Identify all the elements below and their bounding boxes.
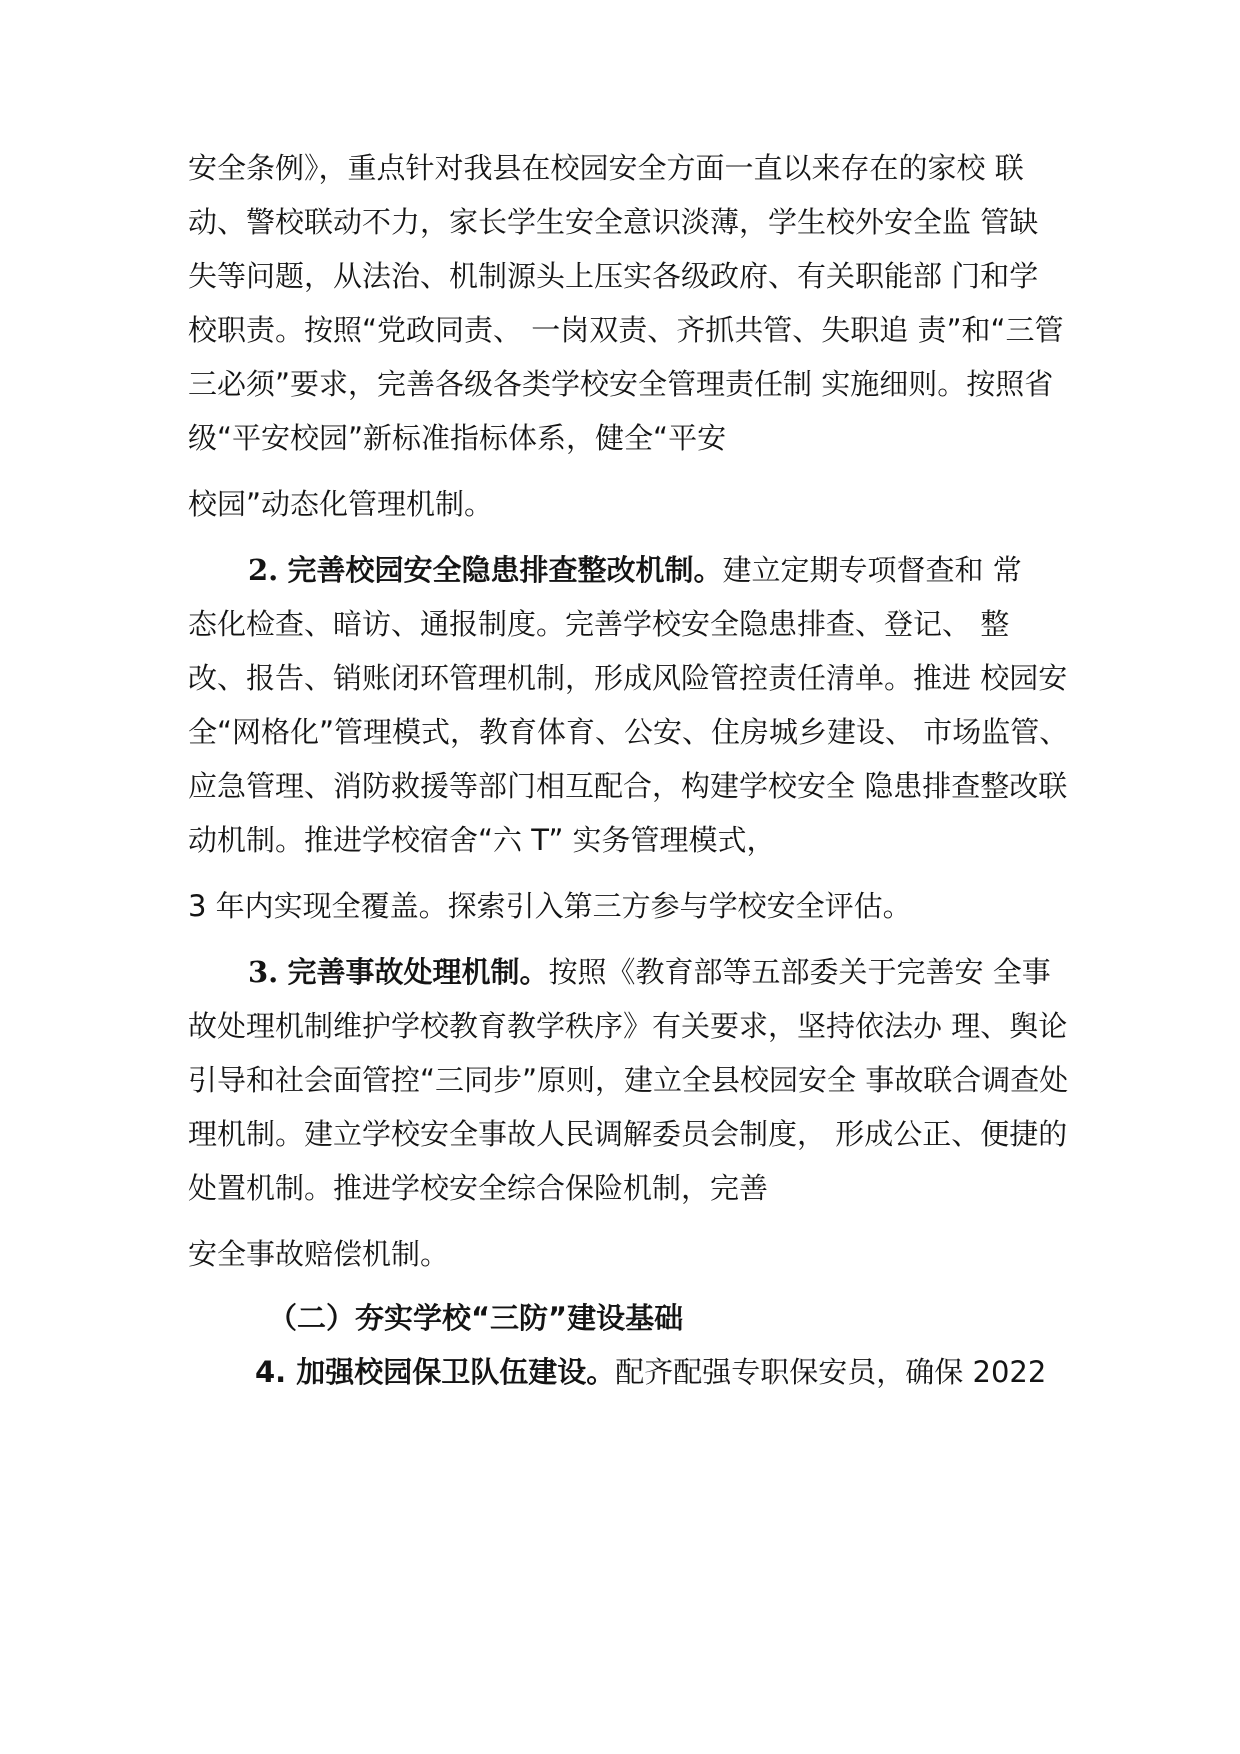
item-3-first-line-text: 按照《教育部等五部委关于完善安 全事: [548, 955, 1051, 989]
section-heading: （二）夯实学校“三防”建设基础: [268, 1301, 684, 1335]
body-line-6: 级“平安校园”新标准指标体系，健全“平安: [188, 421, 727, 455]
item-2-heading-line: [248, 550, 1022, 590]
item-2-heading: 完善校园安全隐患排查整改机制。: [287, 553, 723, 587]
body-line-4: 校职责。按照“党政同责、 一岗双责、齐抓共管、失职追 责”和“三管: [188, 313, 1064, 347]
item-3-number: 3.: [248, 955, 279, 989]
body-line-2: 动、警校联动不力，家长学生安全意识淡薄，学生校外安全监 管缺: [188, 205, 1039, 239]
item-2-line-6: 3 年内实现全覆盖。探索引入第三方参与学校安全评估。: [188, 889, 912, 923]
item-3-line-5: 安全事故赔偿机制。: [188, 1237, 450, 1271]
item-2-line-3: 全“网格化”管理模式，教育体育、公安、住房城乡建设、 市场监管、: [188, 715, 1069, 749]
item-2-number: 2.: [248, 553, 279, 587]
item-3-line-4: 处置机制。推进学校安全综合保险机制，完善: [188, 1171, 769, 1205]
item-3-line-2: 引导和社会面管控“三同步”原则，建立全县校园安全 事故联合调查处: [188, 1063, 1069, 1097]
item-4-heading: 4. 加强校园保卫队伍建设。: [255, 1355, 616, 1389]
item-3-heading: 完善事故处理机制。: [287, 955, 549, 989]
body-line-1: 安全条例》，重点针对我县在校园安全方面一直以来存在的家校 联: [188, 151, 1024, 185]
item-2-line-1: 态化检查、暗访、通报制度。完善学校安全隐患排查、登记、 整: [188, 607, 1010, 641]
item-3-line-1: 故处理机制维护学校教育教学秩序》有关要求，坚持依法办 理、舆论: [188, 1009, 1068, 1043]
body-line-7: 校园”动态化管理机制。: [188, 487, 494, 521]
item-4-first-line-text: 配齐配强专职保安员，确保 2022: [615, 1355, 1047, 1389]
body-line-3: 失等问题，从法治、机制源头上压实各级政府、有关职能部 门和学: [188, 259, 1039, 293]
item-2-line-5: 动机制。推进学校宿舍“六 T” 实务管理模式，: [188, 823, 776, 857]
item-2-first-line-text: 建立定期专项督查和 常: [722, 553, 1022, 587]
item-4-heading-line: [255, 1352, 1046, 1392]
body-line-5: 三必须”要求，完善各级各类学校安全管理责任制 实施细则。按照省: [188, 367, 1054, 401]
item-2-line-4: 应急管理、消防救援等部门相互配合，构建学校安全 隐患排查整改联: [188, 769, 1068, 803]
item-3-heading-line: [248, 952, 1051, 992]
item-3-line-3: 理机制。建立学校安全事故人民调解委员会制度， 形成公正、便捷的: [188, 1117, 1068, 1151]
item-2-line-2: 改、报告、销账闭环管理机制，形成风险管控责任清单。推进 校园安: [188, 661, 1068, 695]
